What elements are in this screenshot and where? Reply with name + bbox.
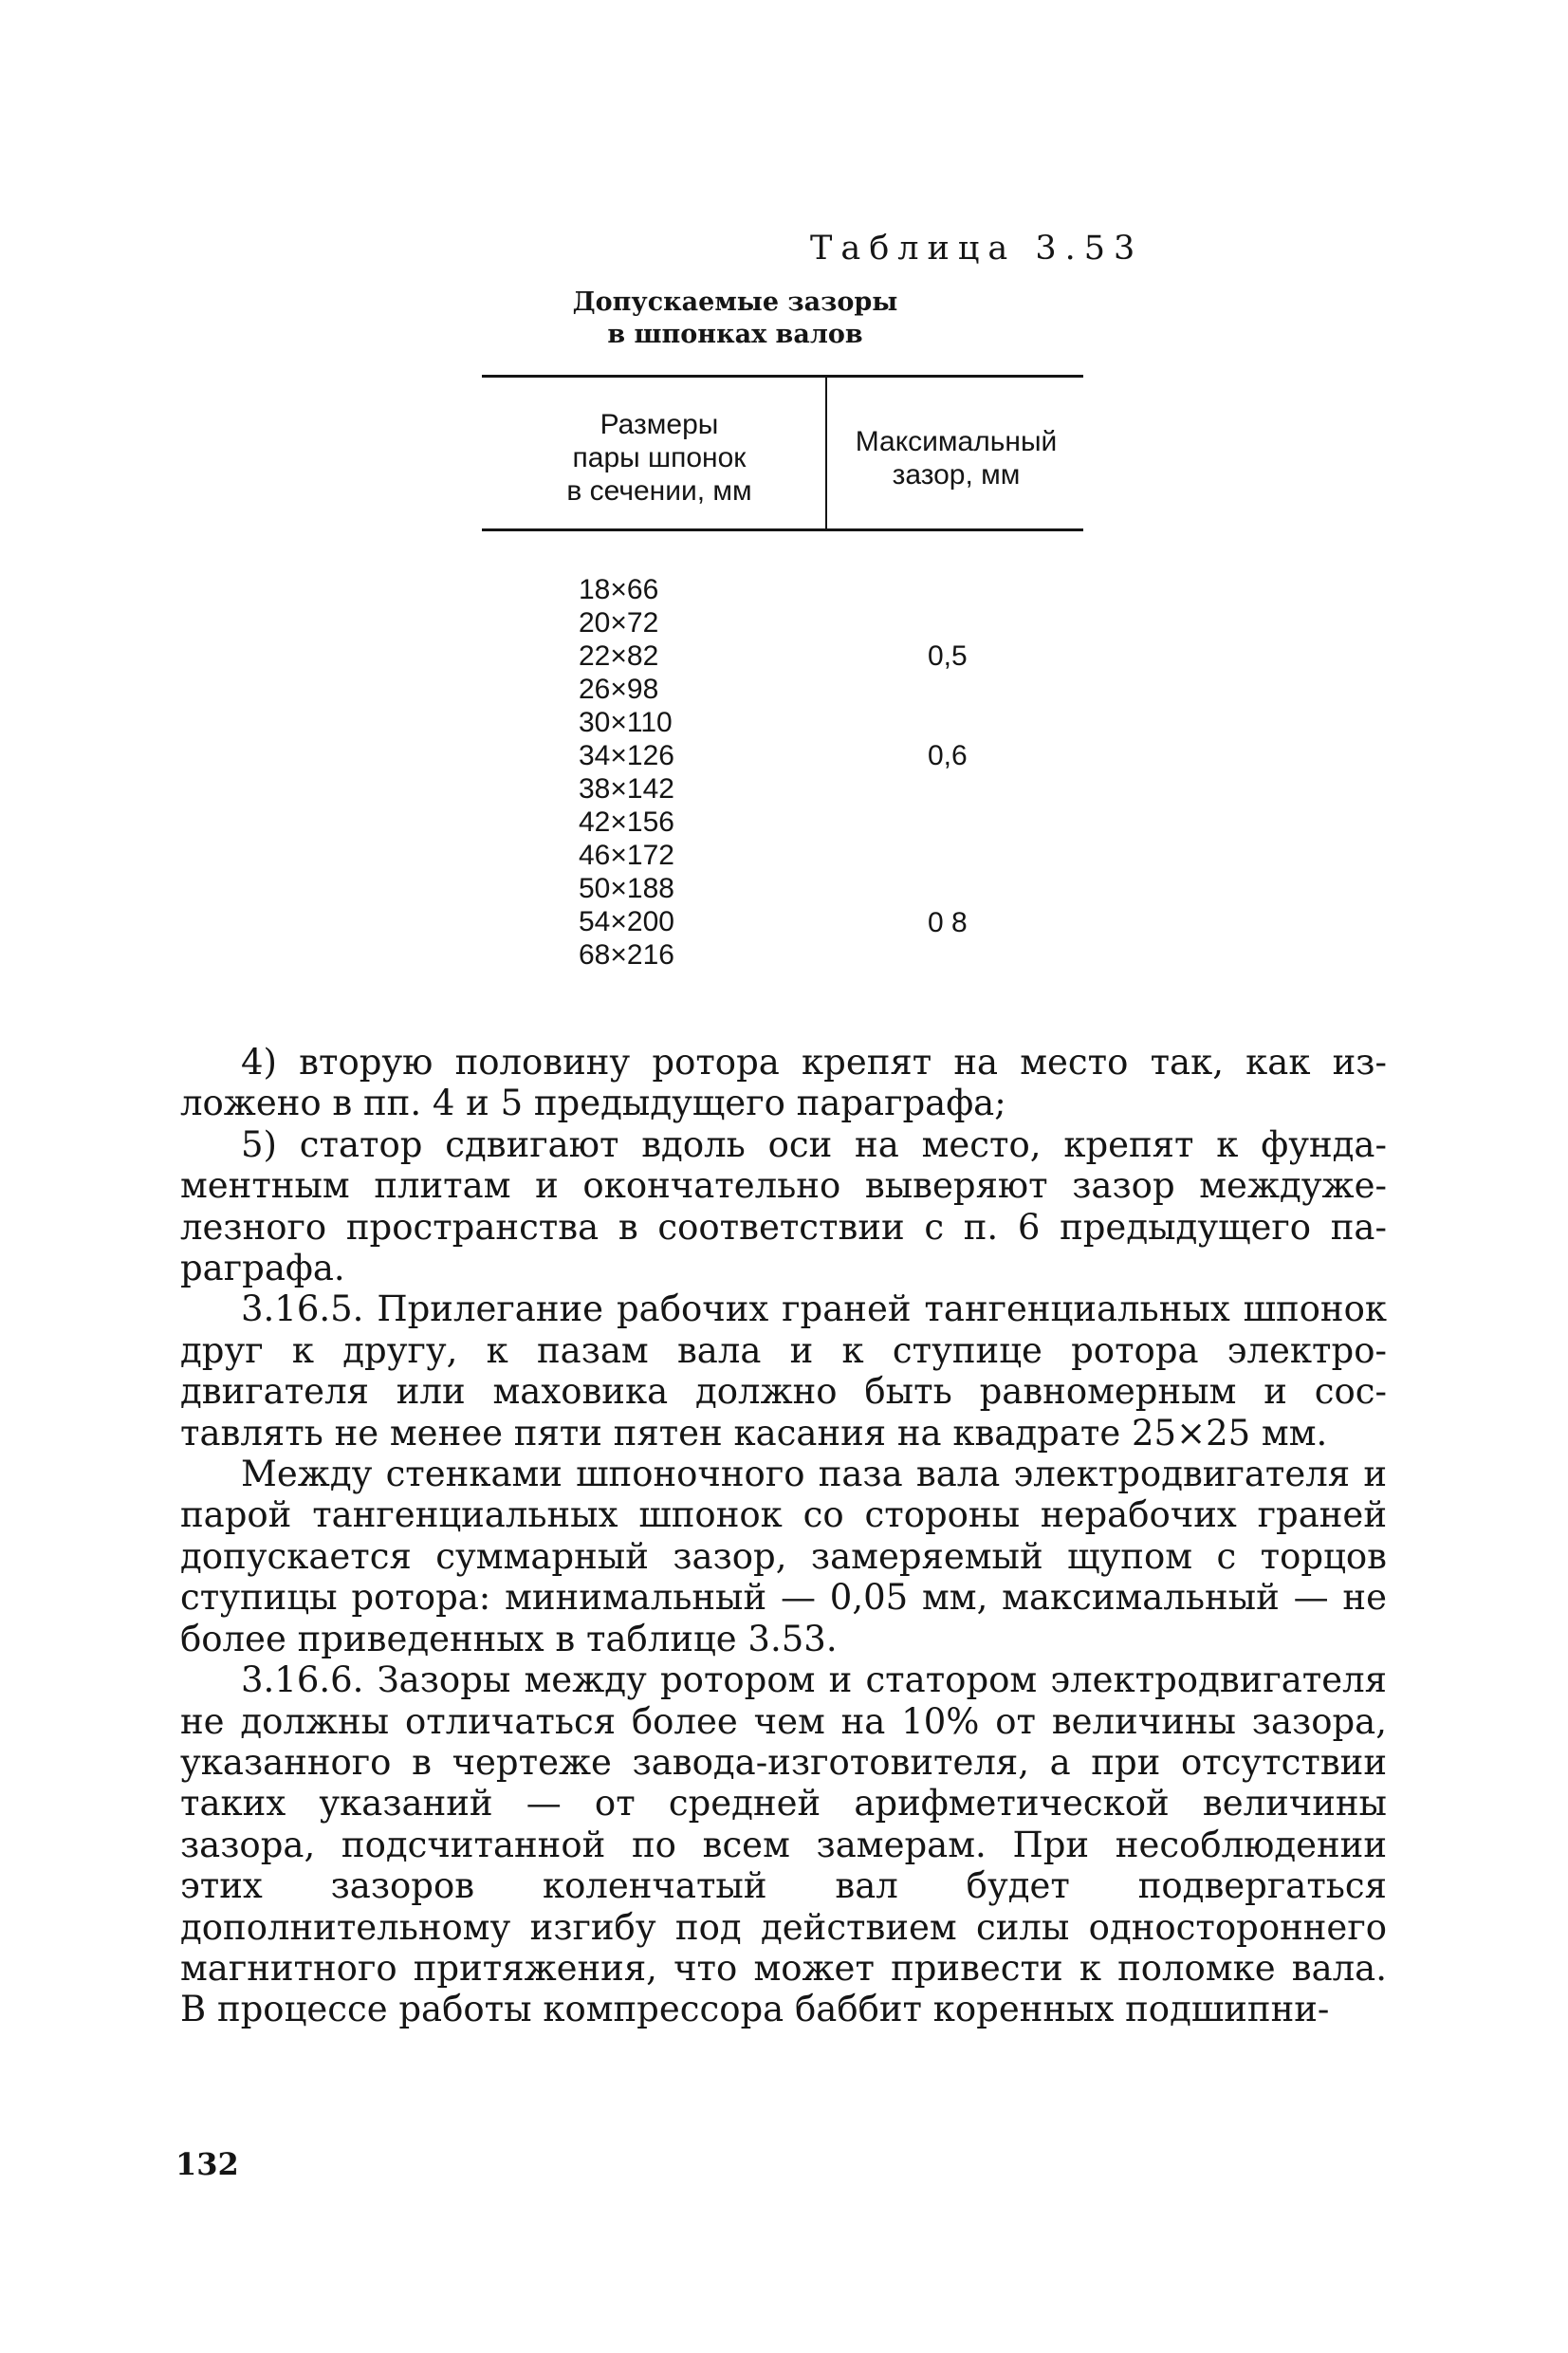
table-sizes-column: [579, 573, 674, 972]
header-line: зазор, мм: [892, 459, 1021, 491]
header-line: в сечении, мм: [566, 475, 752, 507]
header-line: Размеры: [600, 409, 719, 440]
header-line: Максимальный: [855, 426, 1058, 457]
size-cell: 46×172: [579, 840, 674, 871]
size-cell: 42×156: [579, 806, 674, 838]
gap-cell: 0,6: [928, 740, 968, 771]
size-cell: 20×72: [579, 607, 659, 639]
table-title: [560, 287, 911, 351]
paragraph: 3.16.5. Прилегание рабочих граней тангенциальных шпонок друг к другу, к пазам вала и к ступице ротора электродвигателя или маховика должно быть равномерным и составлять не менее пяти пятен касания на квадрате 25×25 мм.: [180, 1288, 1387, 1454]
gap-cell: 0 8: [928, 907, 968, 938]
header-line: пары шпонок: [572, 442, 747, 473]
gap-cell: 0,5: [928, 640, 968, 672]
paragraph: Между стенками шпоночного паза вала электродвигателя и парой тангенциальных шпонок со стороны нерабочих граней допускается суммарный зазор, замеряемый щупом с торцов ступицы ротора: минимальный — 0,05 мм, максимальный — не более приведенных в таблице 3.53.: [180, 1454, 1387, 1659]
body-text: [180, 1042, 1387, 2030]
page-number: 132: [175, 2146, 239, 2182]
size-cell: 68×216: [579, 939, 674, 971]
column-header-gap: [833, 425, 1079, 491]
table-column-divider: [825, 378, 827, 528]
column-header-sizes: [512, 408, 806, 508]
size-cell: 22×82: [579, 640, 659, 672]
size-cell: 54×200: [579, 906, 674, 937]
paragraph: 5) статор сдвигают вдоль оси на место, крепят к фундаментным плитам и окончательно выверяют зазор междужелезного пространства в соответствии с п. 6 предыдущего параграфа.: [180, 1123, 1387, 1289]
table-title-line: Допускаемые зазоры: [572, 287, 898, 317]
size-cell: 30×110: [579, 707, 673, 738]
size-cell: 18×66: [579, 574, 659, 605]
table-header-rule: [482, 528, 1083, 531]
table-label: Таблица 3.53: [810, 230, 1144, 268]
size-cell: 38×142: [579, 773, 674, 805]
size-cell: 34×126: [579, 740, 674, 771]
table-top-rule: [482, 375, 1083, 378]
paragraph: 3.16.6. Зазоры между ротором и статором электродвигателя не должны отличаться более чем на 10% от величины зазора, указанного в чертеже завода-изготовителя, а при отсутствии таких указаний — от средней арифметической величины зазора, подсчитанной по всем замерам. При несоблюдении этих зазоров коленчатый вал будет подвергаться дополнительному изгибу под действием силы одностороннего магнитного притяжения, что может привести к поломке вала. В процессе работы компрессора баббит коренных подшипни-: [180, 1659, 1387, 2030]
table-title-line: в шпонках валов: [607, 320, 863, 349]
size-cell: 50×188: [579, 873, 674, 904]
paragraph: 4) вторую половину ротора крепят на место так, как изложено в пп. 4 и 5 предыдущего параграфа;: [180, 1042, 1387, 1124]
size-cell: 26×98: [579, 674, 659, 705]
